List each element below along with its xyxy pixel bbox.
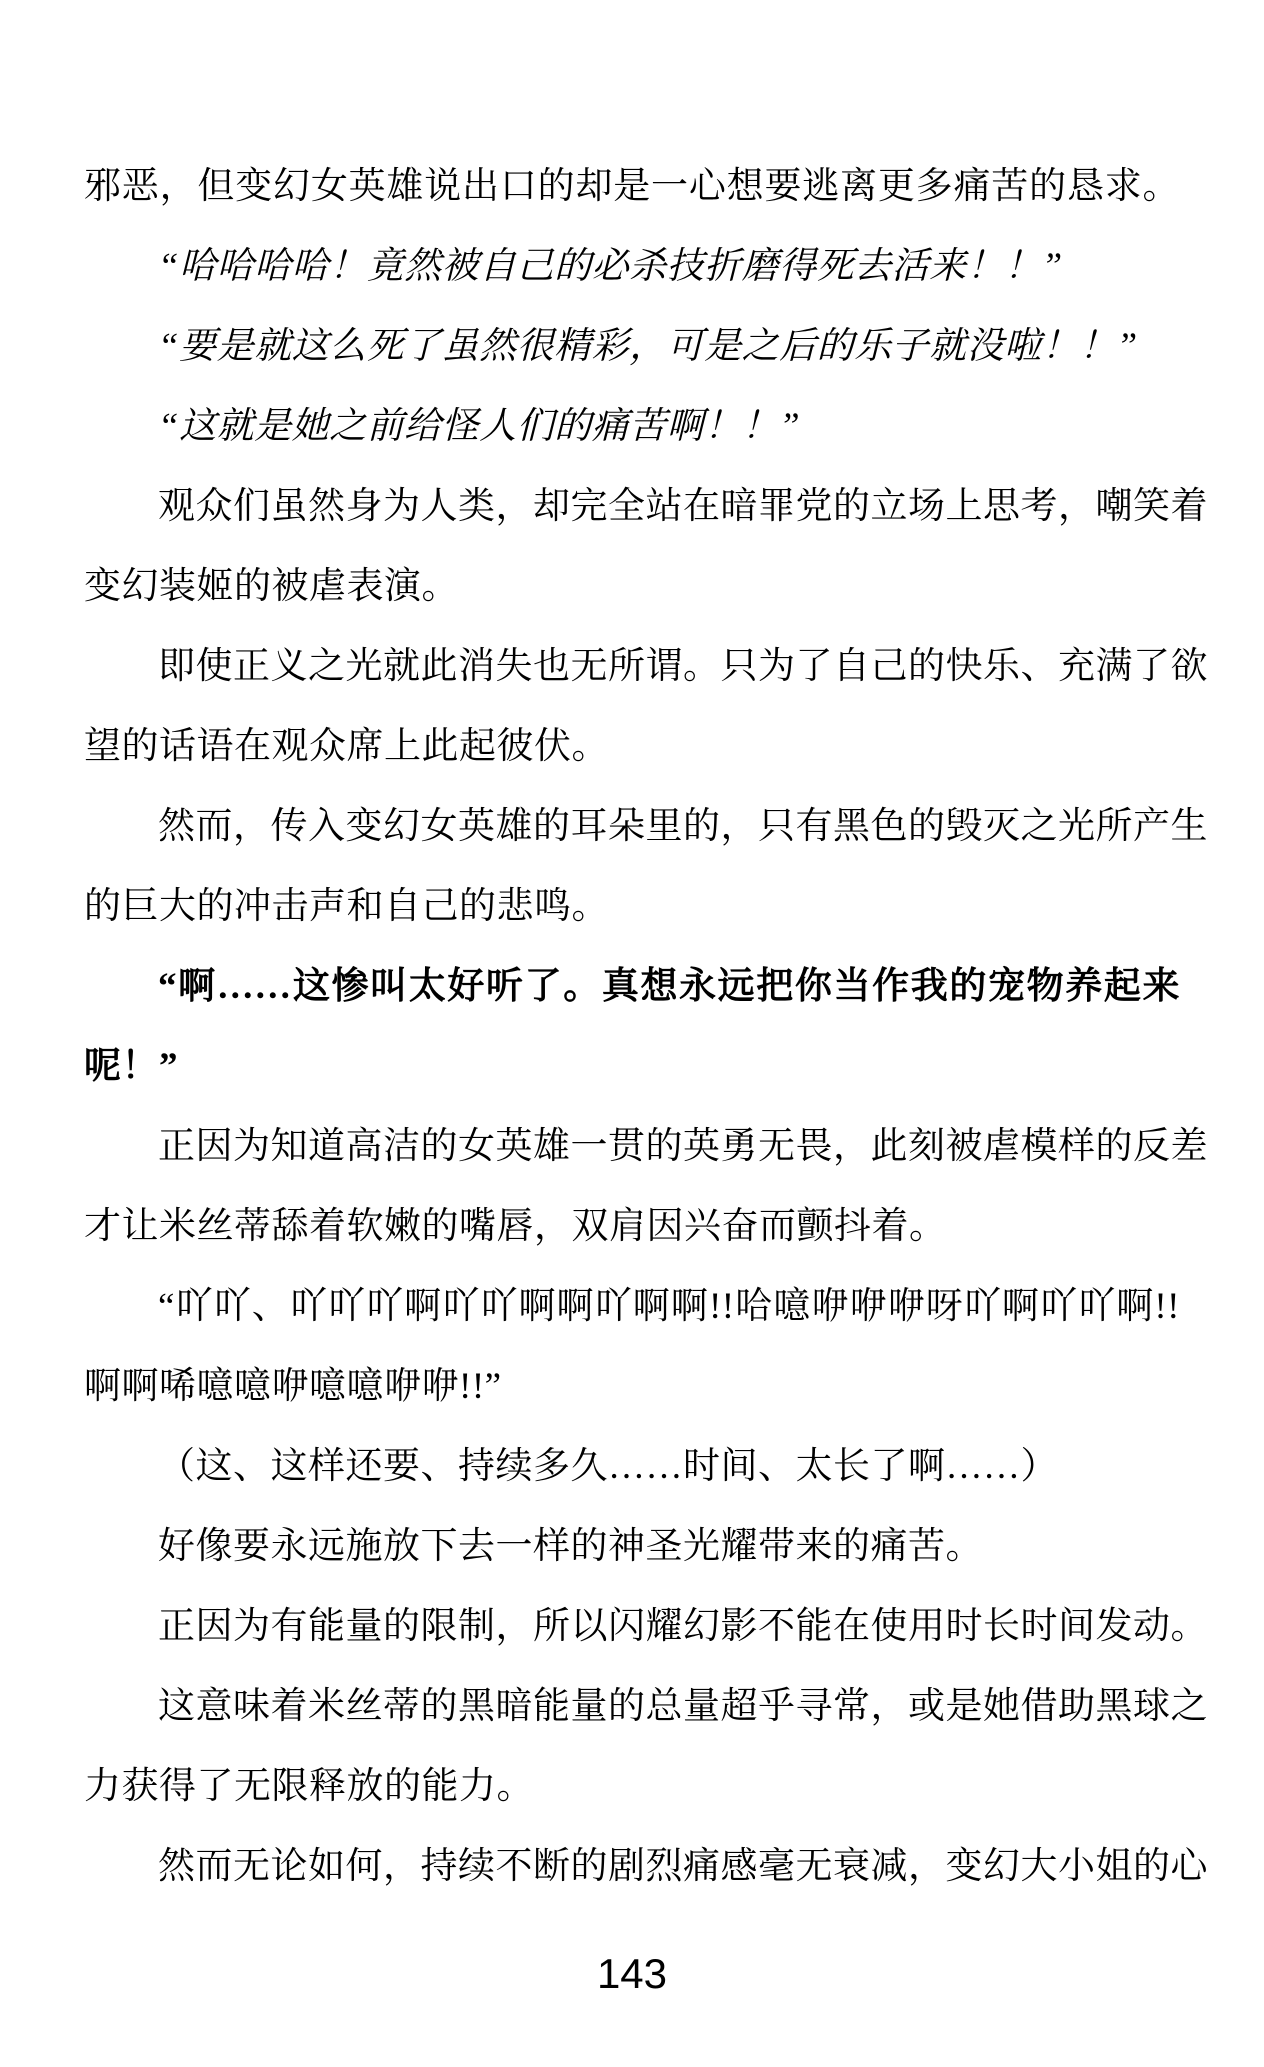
text-line: 呢！” [84,1046,178,1087]
text-line: 力获得了无限释放的能力。 [84,1766,534,1807]
text-line: 望的话语在观众席上此起彼伏。 [84,726,609,767]
text-line: （这、这样还要、持续多久……时间、太长了啊……） [158,1446,1058,1487]
page-number: 143 [596,1950,668,1997]
text-line: 啊啊唏噫噫咿噫噫咿咿!!” [84,1366,502,1407]
text-line: 正因为有能量的限制，所以闪耀幻影不能在使用时长时间发动。 [158,1606,1208,1647]
text-line: “哈哈哈哈！竟然被自己的必杀技折磨得死去活来！！” [158,246,1063,287]
text-line: “这就是她之前给怪人们的痛苦啊！！” [158,406,801,447]
text-line: 正因为知道高洁的女英雄一贯的英勇无畏，此刻被虐模样的反差 [158,1126,1208,1167]
text-line: 变幻装姬的被虐表演。 [84,566,459,607]
text-line: 好像要永远施放下去一样的神圣光耀带来的痛苦。 [158,1526,983,1567]
text-line: 观众们虽然身为人类，却完全站在暗罪党的立场上思考，嘲笑着 [158,486,1208,527]
text-line: 然而无论如何，持续不断的剧烈痛感毫无衰减，变幻大小姐的心 [158,1846,1208,1887]
page-text-block [84,147,1208,1907]
text-line: 即使正义之光就此消失也无所谓。只为了自己的快乐、充满了欲 [158,646,1208,687]
text-line: 这意味着米丝蒂的黑暗能量的总量超乎寻常，或是她借助黑球之 [158,1686,1208,1727]
text-line: “要是就这么死了虽然很精彩，可是之后的乐子就没啦！！” [158,326,1138,367]
text-line: “啊……这惨叫太好听了。真想永远把你当作我的宠物养起来 [158,966,1180,1007]
text-line: 邪恶，但变幻女英雄说出口的却是一心想要逃离更多痛苦的恳求。 [84,166,1180,207]
text-line: 然而，传入变幻女英雄的耳朵里的，只有黑色的毁灭之光所产生 [158,806,1208,847]
text-line: 的巨大的冲击声和自己的悲鸣。 [84,886,609,927]
text-line: “吖吖、吖吖吖啊吖吖啊啊吖啊啊!!哈噫咿咿咿呀吖啊吖吖啊!! [158,1286,1180,1327]
text-line: 才让米丝蒂舔着软嫩的嘴唇，双肩因兴奋而颤抖着。 [84,1206,947,1247]
